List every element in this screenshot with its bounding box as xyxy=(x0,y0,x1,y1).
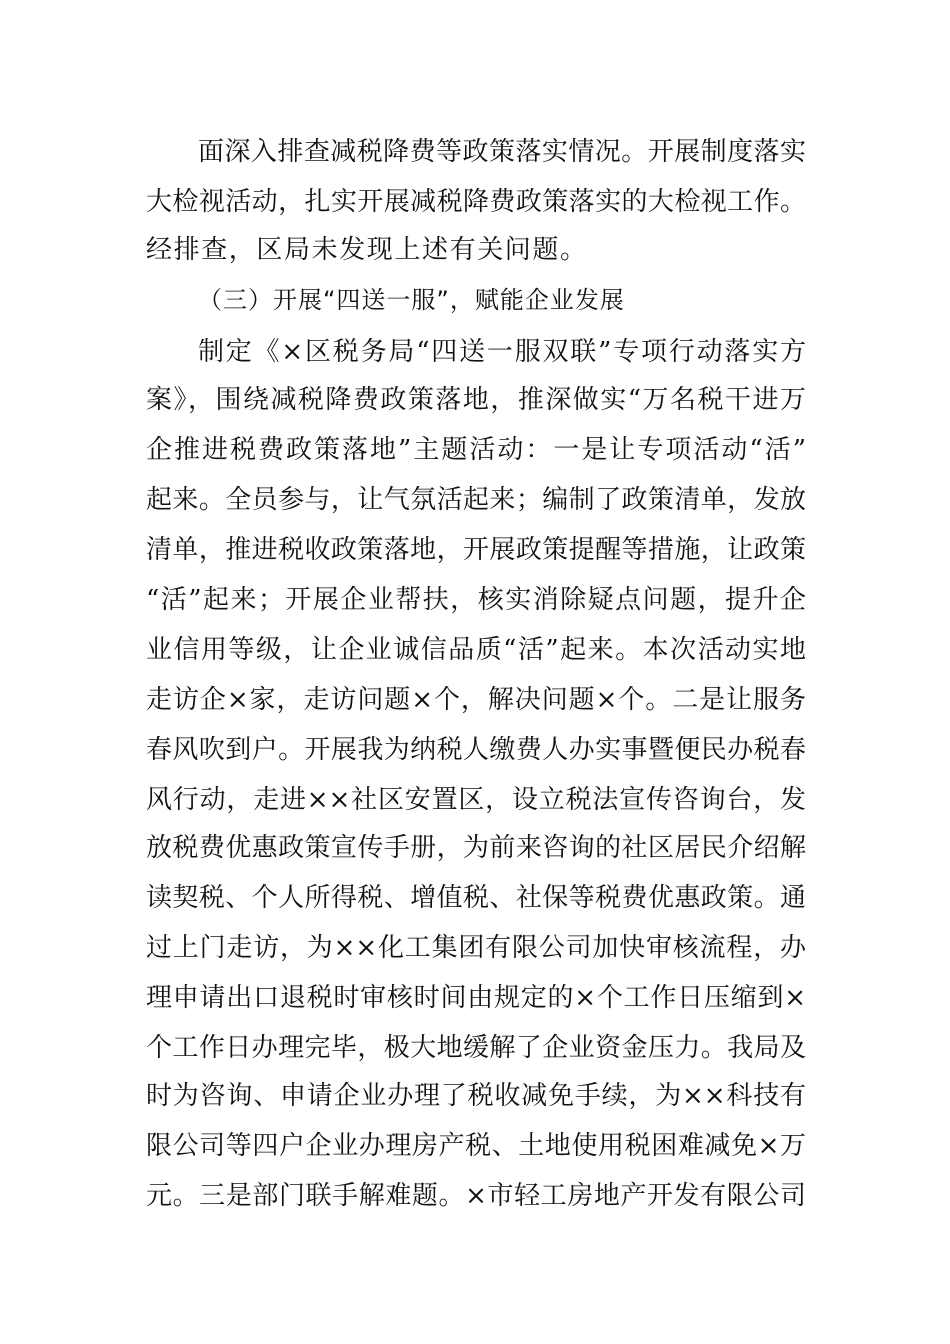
paragraph-line: 制定《×区税务局“四送一服双联”专项行动落实方 xyxy=(198,337,806,367)
paragraph-line: 时为咨询、申请企业办理了税收减免手续，为××科技有 xyxy=(146,1081,806,1111)
paragraph-line: 春风吹到户。开展我为纳税人缴费人办实事暨便民办税春 xyxy=(146,735,806,765)
paragraph-line: 起来。全员参与，让气氛活起来；编制了政策清单，发放 xyxy=(146,485,806,515)
paragraph-line: 案》，围绕减税降费政策落地，推深做实“万名税干进万 xyxy=(146,385,806,415)
paragraph-line: 企推进税费政策落地”主题活动：一是让专项活动“活” xyxy=(146,435,806,465)
paragraph-line: 限公司等四户企业办理房产税、土地使用税困难减免×万 xyxy=(146,1131,806,1161)
paragraph-line: 大检视活动，扎实开展减税降费政策落实的大检视工作。 xyxy=(146,187,806,217)
paragraph-line: 业信用等级，让企业诚信品质“活”起来。本次活动实地 xyxy=(146,635,806,665)
paragraph-line: 读契税、个人所得税、增值税、社保等税费优惠政策。通 xyxy=(146,883,806,913)
paragraph-line: 经排查，区局未发现上述有关问题。 xyxy=(146,235,588,265)
paragraph-line: 风行动，走进××社区安置区，设立税法宣传咨询台，发 xyxy=(146,785,806,815)
paragraph-line: “活”起来；开展企业帮扶，核实消除疑点问题，提升企 xyxy=(146,585,806,615)
section-heading: （三）开展“四送一服”，赋能企业发展 xyxy=(198,286,625,314)
paragraph-line: 清单，推进税收政策落地，开展政策提醒等措施，让政策 xyxy=(146,535,806,565)
paragraph-line: 个工作日办理完毕，极大地缓解了企业资金压力。我局及 xyxy=(146,1033,806,1063)
paragraph-line: 面深入排查减税降费等政策落实情况。开展制度落实 xyxy=(198,137,806,167)
paragraph-line: 过上门走访，为××化工集团有限公司加快审核流程，办 xyxy=(146,933,806,963)
paragraph-line: 元。三是部门联手解难题。×市轻工房地产开发有限公司 xyxy=(146,1181,806,1211)
paragraph-line: 走访企×家，走访问题×个，解决问题×个。二是让服务 xyxy=(146,685,806,715)
paragraph-line: 理申请出口退税时审核时间由规定的×个工作日压缩到× xyxy=(146,983,806,1013)
paragraph-line: 放税费优惠政策宣传手册，为前来咨询的社区居民介绍解 xyxy=(146,833,806,863)
